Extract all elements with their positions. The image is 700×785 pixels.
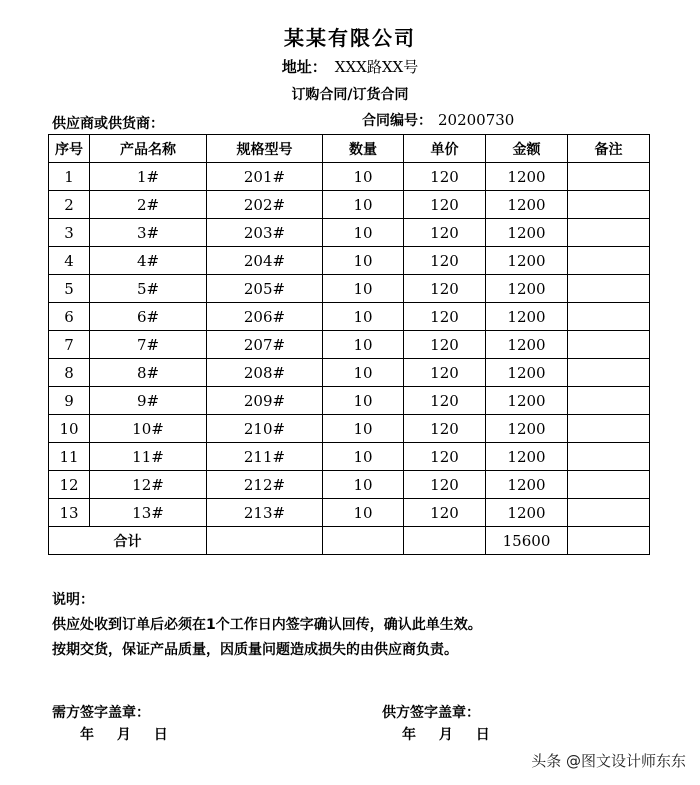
supplier-label: 供应商或供货商： <box>52 116 164 132</box>
table-cell: 13# <box>90 499 207 527</box>
table-row <box>49 359 650 387</box>
table-cell <box>323 527 404 555</box>
table-cell: 11 <box>49 443 90 471</box>
company-title: 某某有限公司 <box>284 26 416 50</box>
table-row <box>49 219 650 247</box>
table-cell: 10 <box>323 331 404 359</box>
table-cell <box>568 443 650 471</box>
table-cell <box>568 527 650 555</box>
table-cell: 208# <box>207 359 323 387</box>
table-cell: 5# <box>90 275 207 303</box>
table-cell: 120 <box>404 471 486 499</box>
table-header-row <box>49 135 650 163</box>
table-cell: 12 <box>49 471 90 499</box>
table-cell <box>568 163 650 191</box>
table-cell: 120 <box>404 359 486 387</box>
table-cell: 120 <box>404 331 486 359</box>
table-cell: 1200 <box>486 387 568 415</box>
table-cell: 10 <box>323 247 404 275</box>
table-cell: 120 <box>404 499 486 527</box>
table-cell: 10 <box>323 163 404 191</box>
table-cell: 6# <box>90 303 207 331</box>
table-cell: 204# <box>207 247 323 275</box>
table-cell: 10 <box>323 443 404 471</box>
table-cell: 6 <box>49 303 90 331</box>
table-row <box>49 163 650 191</box>
table-cell <box>568 247 650 275</box>
supplier-signature-label: 供方签字盖章： <box>382 705 480 721</box>
table-cell: 1200 <box>486 191 568 219</box>
table-cell: 10# <box>90 415 207 443</box>
order-table <box>48 134 650 555</box>
table-cell: 120 <box>404 303 486 331</box>
table-cell: 120 <box>404 163 486 191</box>
address-label: 地址： <box>281 58 327 76</box>
column-header: 单价 <box>404 135 486 163</box>
table-cell: 213# <box>207 499 323 527</box>
table-cell: 120 <box>404 219 486 247</box>
table-row <box>49 499 650 527</box>
contract-number: 20200730 <box>438 111 515 129</box>
buyer-date: 年 月 日 <box>80 727 168 743</box>
table-cell: 120 <box>404 415 486 443</box>
table-cell: 205# <box>207 275 323 303</box>
table-cell: 120 <box>404 443 486 471</box>
table-cell: 9# <box>90 387 207 415</box>
table-cell: 206# <box>207 303 323 331</box>
table-cell: 9 <box>49 387 90 415</box>
table-cell: 2# <box>90 191 207 219</box>
table-cell: 1200 <box>486 499 568 527</box>
table-cell: 11# <box>90 443 207 471</box>
table-cell <box>568 191 650 219</box>
table-row <box>49 471 650 499</box>
table-cell: 10 <box>323 415 404 443</box>
table-cell: 4# <box>90 247 207 275</box>
supplier-date: 年 月 日 <box>402 727 490 743</box>
column-header: 序号 <box>49 135 90 163</box>
table-cell: 10 <box>323 219 404 247</box>
column-header: 数量 <box>323 135 404 163</box>
table-cell: 120 <box>404 191 486 219</box>
table-row <box>49 247 650 275</box>
table-cell: 207# <box>207 331 323 359</box>
table-cell: 212# <box>207 471 323 499</box>
table-row <box>49 387 650 415</box>
table-cell: 202# <box>207 191 323 219</box>
table-cell: 3# <box>90 219 207 247</box>
table-cell: 1 <box>49 163 90 191</box>
notes-line: 供应处收到订单后必须在1个工作日内签字确认回传，确认此单生效。 <box>52 617 482 633</box>
table-cell: 210# <box>207 415 323 443</box>
table-cell: 3 <box>49 219 90 247</box>
table-cell: 10 <box>323 303 404 331</box>
address-value: XXX路XX号 <box>334 58 419 76</box>
table-cell: 120 <box>404 247 486 275</box>
table-cell: 120 <box>404 275 486 303</box>
table-cell: 13 <box>49 499 90 527</box>
table-cell <box>568 499 650 527</box>
table-cell: 7 <box>49 331 90 359</box>
total-row <box>49 527 650 555</box>
column-header: 金额 <box>486 135 568 163</box>
table-cell: 12# <box>90 471 207 499</box>
table-cell <box>404 527 486 555</box>
table-row <box>49 191 650 219</box>
document-subtitle: 订购合同/订货合同 <box>291 87 409 103</box>
table-cell: 10 <box>323 471 404 499</box>
column-header: 产品名称 <box>90 135 207 163</box>
table-row <box>49 415 650 443</box>
table-cell: 209# <box>207 387 323 415</box>
table-cell: 211# <box>207 443 323 471</box>
notes-title: 说明： <box>52 592 94 608</box>
contract-number-field <box>362 110 514 130</box>
table-cell <box>568 303 650 331</box>
table-row <box>49 331 650 359</box>
table-cell: 1200 <box>486 247 568 275</box>
table-cell: 1200 <box>486 415 568 443</box>
table-cell: 1200 <box>486 471 568 499</box>
table-cell <box>207 527 323 555</box>
company-address <box>0 56 700 77</box>
table-cell <box>568 359 650 387</box>
table-row <box>49 275 650 303</box>
total-amount: 15600 <box>486 527 568 555</box>
table-cell: 10 <box>323 359 404 387</box>
table-cell: 203# <box>207 219 323 247</box>
table-cell <box>568 415 650 443</box>
table-cell: 5 <box>49 275 90 303</box>
table-cell: 2 <box>49 191 90 219</box>
table-cell: 1200 <box>486 359 568 387</box>
table-cell <box>568 219 650 247</box>
table-cell: 1# <box>90 163 207 191</box>
table-cell: 1200 <box>486 275 568 303</box>
table-cell: 8 <box>49 359 90 387</box>
table-cell: 7# <box>90 331 207 359</box>
table-cell: 1200 <box>486 443 568 471</box>
table-cell: 10 <box>323 387 404 415</box>
buyer-signature-label: 需方签字盖章： <box>52 705 150 721</box>
table-cell <box>568 471 650 499</box>
column-header: 备注 <box>568 135 650 163</box>
table-cell: 201# <box>207 163 323 191</box>
notes-line: 按期交货，保证产品质量，因质量问题造成损失的由供应商负责。 <box>52 642 458 658</box>
table-cell: 120 <box>404 387 486 415</box>
table-cell <box>568 387 650 415</box>
table-cell: 1200 <box>486 163 568 191</box>
table-cell: 1200 <box>486 303 568 331</box>
table-cell: 10 <box>323 191 404 219</box>
table-cell: 10 <box>323 499 404 527</box>
watermark: 头条 @图文设计师东东 <box>531 752 686 770</box>
total-label: 合计 <box>49 527 207 555</box>
table-cell: 10 <box>323 275 404 303</box>
table-cell: 1200 <box>486 331 568 359</box>
table-row <box>49 303 650 331</box>
table-cell: 1200 <box>486 219 568 247</box>
table-cell: 8# <box>90 359 207 387</box>
column-header: 规格型号 <box>207 135 323 163</box>
notes-section <box>52 588 482 663</box>
contract-label: 合同编号： <box>362 113 432 129</box>
table-cell <box>568 275 650 303</box>
table-cell: 10 <box>49 415 90 443</box>
table-cell: 4 <box>49 247 90 275</box>
table-row <box>49 443 650 471</box>
table-cell <box>568 331 650 359</box>
